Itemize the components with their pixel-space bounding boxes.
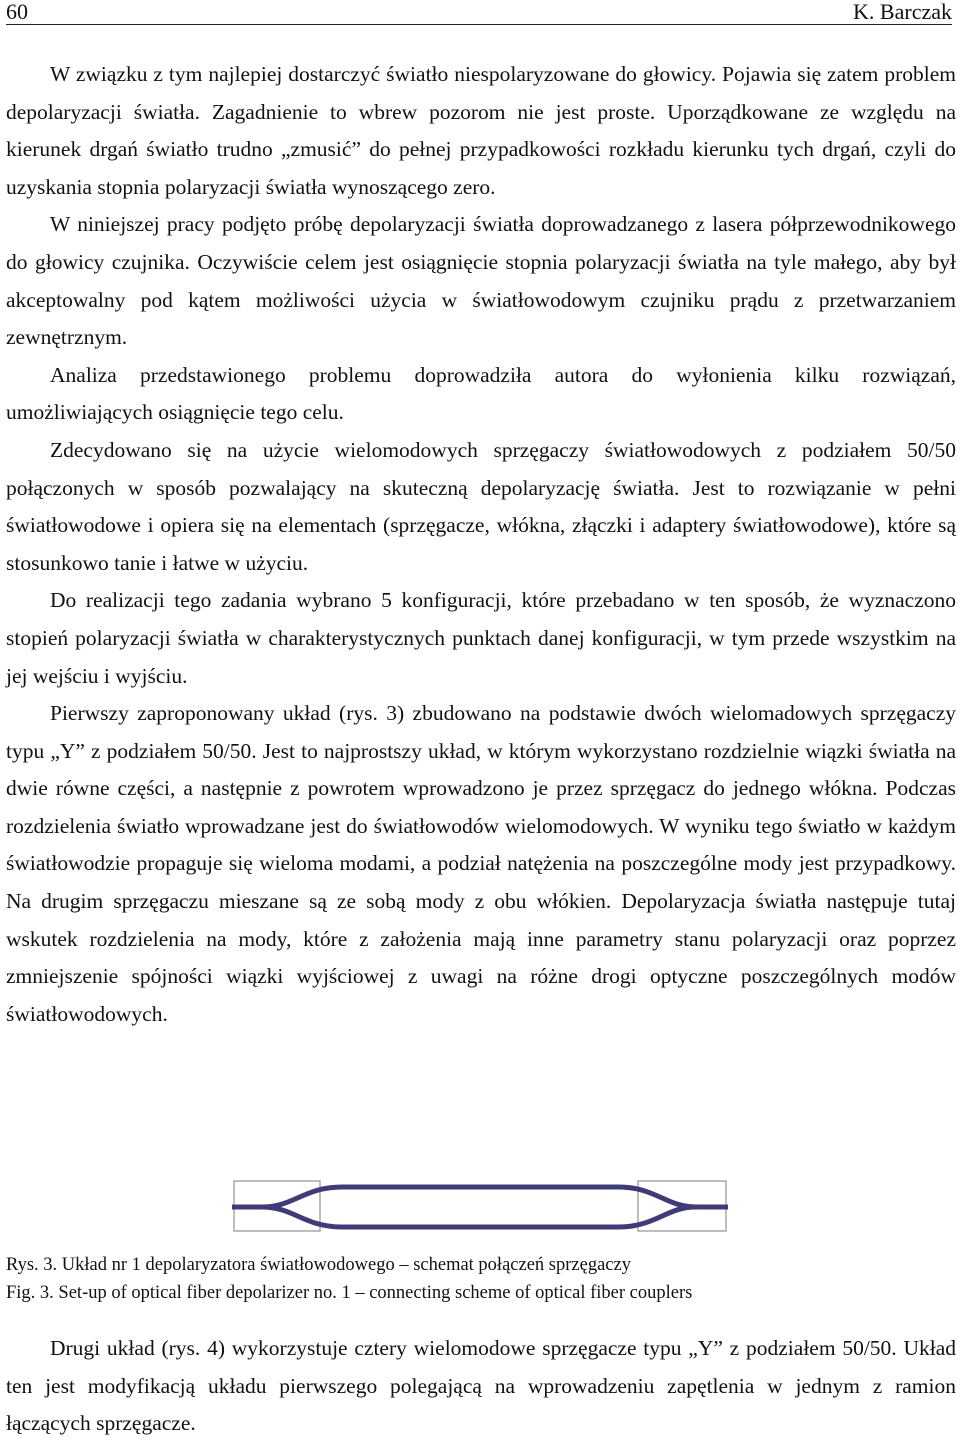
main-text [6,56,956,1033]
coupler-diagram [232,1170,728,1240]
fiber-lower-branch [262,1207,696,1227]
main-text-continued [6,1330,956,1443]
figure-caption-english: Fig. 3. Set-up of optical fiber depolarizer no. 1 – connecting scheme of optical fiber couplers [6,1283,693,1303]
paragraph: Analiza przedstawionego problemu doprowadziła autora do wyłonienia kilku rozwiązań, umożliwiających osiągnięcie tego celu. [6,362,956,425]
paragraph: W niniejszej pracy podjęto próbę depolaryzacji światła doprowadzanego z lasera półprzewodnikowego do głowicy czujnika. Oczywiście celem jest osiągnięcie stopnia polaryzacji światła na tyle małego, aby był akceptowalny pod kątem możliwości użycia w światłowodowym czujniku prądu z przetwarzaniem zewnętrznym. [6,212,956,350]
paragraph: Drugi układ (rys. 4) wykorzystuje cztery wielomodowe sprzęgacze typu „Y” z podziałem 50/50. Układ ten jest modyfikacją układu pierwszego polegającą na wprowadzeniu zapętlenia w jednym z ramion łączących sprzęgacze. [6,1336,956,1436]
fiber-upper-branch [262,1187,696,1207]
running-head-author: K. Barczak [853,0,952,24]
paragraph: Pierwszy zaproponowany układ (rys. 3) zbudowano na podstawie dwóch wielomadowych sprzęgaczy typu „Y” z podziałem 50/50. Jest to najprostszy układ, w którym wykorzystano rozdzielnie wiązki światła na dwie równe części, a następnie z powrotem wprowadzono je przez sprzęgacz do jednego włókna. Podczas rozdzielenia światło wprowadzane jest do światłowodów wielomodowych. W wyniku tego światło w każdym światłowodzie propaguje się wieloma modami, a podział natężenia na poszczególne mody jest przypadkowy. Na drugim sprzęgaczu mieszane są ze sobą mody z obu włókien. Depolaryzacja światła następuje tutaj wskutek rozdzielenia na mody, które z założenia mają inne parametry stanu polaryzacji oraz poprzez zmniejszenie spójności wiązki wyjściowej z uwagi na różne drogi optyczne poszczególnych modów światłowodowych. [6,701,956,1026]
page-number: 60 [6,0,28,24]
paragraph: W związku z tym najlepiej dostarczyć światło niespolaryzowane do głowicy. Pojawia się zatem problem depolaryzacji światła. Zagadnienie to wbrew pozorom nie jest proste. Uporządkowane ze względu na kierunek drgań światło trudno „zmusić” do pełnej przypadkowości rozkładu kierunku tych drgań, czyli do uzyskania stopnia polaryzacji światła wynoszącego zero. [6,62,956,199]
paragraph: Zdecydowano się na użycie wielomodowych sprzęgaczy światłowodowych z podziałem 50/50 połączonych w sposób pozwalający na skuteczną depolaryzację światła. Jest to rozwiązanie w pełni światłowodowe i opiera się na elementach (sprzęgacze, włókna, złączki i adaptery światłowodowe), które są stosunkowo tanie i łatwe w użyciu. [6,437,956,575]
page-header [6,0,952,25]
paragraph: Do realizacji tego zadania wybrano 5 konfiguracji, które przebadano w ten sposób, że wyznaczono stopień polaryzacji światła w charakterystycznych punktach danej konfiguracji, w tym przede wszystkim na jej wejściu i wyjściu. [6,588,956,688]
figure-caption-polish: Rys. 3. Układ nr 1 depolaryzatora światłowodowego – schemat połączeń sprzęgaczy [6,1255,631,1275]
